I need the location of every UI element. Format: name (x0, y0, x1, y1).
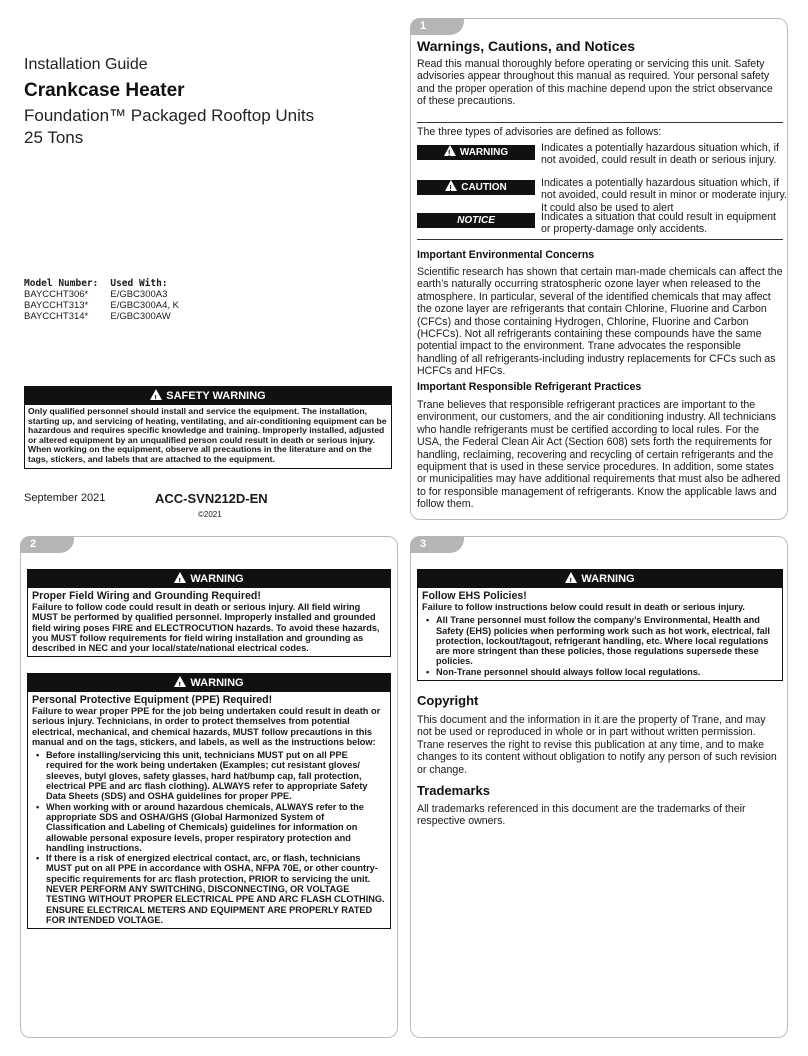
divider (417, 239, 783, 240)
warning-label: !WARNING (417, 145, 535, 160)
page-tab-2: 2 (20, 536, 74, 553)
refrigerant-text: Trane believes that responsible refrigerant practices are important to the environment, our customers, and the air conditioning industry. All technicians who handle refrigerants must be certified according to local rules. For the USA, the Federal Clean Air Act (Section 608) sets forth the requirements for handling, reclaiming, recovering and recycling of certain refrigerants and the equipment that is used in these service procedures. In addition, some states or municipalities may have additional requirements that must also be adhered to for responsible management of refrigerants. Know the applicable laws and follow them. (417, 399, 781, 511)
list-item: • Before installing/servicing this unit, technicians MUST put on all PPE required for the work being undertaken (Examples; cut resistant gloves/ sleeves, butyl gloves, safety glasses, hard hat/bump cap, fall protection, electrical PPE and arc flash clothing). ALWAYS refer to appropriate Safety Data Sheets (SDS) and OSHA guidelines for proper PPE. (46, 750, 386, 801)
ppe-warning-header: !WARNING (28, 674, 390, 692)
warning-triangle-icon (174, 676, 186, 687)
env-heading: Important Environmental Concerns (417, 249, 595, 261)
warning-triangle-icon (565, 572, 577, 583)
used-with-cell: E/GBC300AW (110, 311, 171, 322)
ehs-warning-header: !WARNING (418, 570, 782, 588)
ppe-warning-title: Personal Protective Equipment (PPE) Required! (32, 694, 273, 706)
list-item: • All Trane personnel must follow the company’s Environmental, Health and Safety (EHS) policies when performing work such as hot work, electrical, fall protection, lockout/tagout, refrigerant handling, etc. Where local regulations are more stringent than these policies, those regulations supersede these policies. (436, 615, 778, 666)
used-with-cell: E/GBC300A4, K (110, 300, 180, 311)
caution-label: !CAUTION (417, 180, 535, 195)
publication-date: September 2021 (24, 492, 106, 504)
advisory-intro: The three types of advisories are defined as follows: (417, 126, 662, 138)
wiring-warning-text: Failure to follow code could result in death or serious injury. All field wiring MUST be performed by qualified personnel. Improperly installed and grounded field wiring poses FIRE and ELECTROCUTION hazards. To avoid these hazards, you MUST follow requirements for field wiring installation and grounding as described in NEC and your local/state/national electrical codes. (32, 602, 380, 654)
doc-subtitle-2: 25 Tons (24, 128, 84, 147)
env-text: Scientific research has shown that certain man-made chemicals can affect the earth’s naturally occurring stratospheric ozone layer when released to the atmosphere. In particular, several of the identified chemicals that may affect the ozone layer are refrigerants that contain Chlorine, Fluorine and Carbon (CFCs) and those containing Hydrogen, Chlorine, Fluorine and Carbon (HCFCs). Not all refrigerants containing these compounds have the same potential impact to the environment. Trane advocates the responsible handling of all refrigerants-including industry replacements for CFCs such as HCFCs and HFCs. (417, 266, 783, 378)
copyright-year: ©2021 (198, 510, 222, 519)
copyright-heading: Copyright (417, 693, 479, 708)
used-with-cell: E/GBC300A3 (110, 289, 168, 300)
page-3-panel (410, 536, 788, 1038)
cover-block (24, 56, 384, 149)
copyright-text: This document and the information in it are the property of Trane, and may not be used or reproduced in whole or in part without written permission. Trane reserves the right to revise this publication at any time, and to make changes to its content without obligation to notify any person of such revision or change. (417, 714, 777, 776)
model-cell: BAYCCHT313* (24, 300, 89, 311)
page-1-intro: Read this manual thoroughly before operating or servicing this unit. Safety advisories appear throughout this manual as required. Your personal safety and the proper operation of this machine depend upon the strict observance of these precautions. (417, 58, 773, 108)
safety-warning-heading: SAFETY WARNING (166, 390, 266, 402)
page-tab-1: 1 (410, 18, 464, 35)
warning-triangle-icon (444, 145, 456, 156)
notice-definition: Indicates a situation that could result in equipment or property-damage only accidents. (541, 211, 776, 236)
warning-triangle-icon (150, 389, 162, 400)
ehs-warning-list (418, 615, 782, 680)
caution-definition: Indicates a potentially hazardous situation which, if not avoided, could result in minor or moderate injury. It could also be used to alert (541, 177, 787, 214)
model-table (24, 278, 191, 322)
wiring-warning-title: Proper Field Wiring and Grounding Required! (32, 590, 261, 602)
doc-type: Installation Guide (24, 56, 148, 73)
warning-definition: Indicates a potentially hazardous situation which, if not avoided, could result in death or serious injury. (541, 142, 779, 167)
safety-warning-box (24, 386, 392, 469)
used-with-header: Used With: (110, 278, 168, 289)
doc-title: Crankcase Heater (24, 80, 185, 101)
ppe-warning-box (27, 673, 391, 929)
ehs-warning-text: Failure to follow instructions below could result in death or serious injury. (422, 602, 745, 612)
table-row (24, 311, 191, 322)
wiring-warning-header: !WARNING (28, 570, 390, 588)
notice-label: NOTICE (417, 213, 535, 228)
table-row (24, 300, 191, 311)
wiring-warning-box (27, 569, 391, 657)
model-header: Model Number: (24, 278, 99, 289)
divider (417, 122, 783, 123)
page-1-panel (410, 18, 788, 520)
page-tab-3: 3 (410, 536, 464, 553)
safety-warning-text: Only qualified personnel should install and service the equipment. The installation, starting up, and servicing of heating, ventilating, and air-conditioning equipment can be hazardous and requires specific knowledge and training. Improperly installed, adjusted or altered equipment by an unqualified person could result in death or serious injury. When working on the equipment, observe all precautions in the literature and on the tags, stickers, and labels that are attached to the equipment. (28, 406, 387, 464)
ppe-warning-list (28, 750, 390, 928)
page-2-panel (20, 536, 398, 1038)
publication-number: ACC-SVN212D-EN (155, 491, 268, 506)
list-item: • When working with or around hazardous chemicals, ALWAYS refer to the appropriate SDS and OSHA/GHS (Global Harmonized System of Classification and Labeling of Chemicals) guidelines for information on allowable personal exposure levels, proper respiratory protection and handling instructions. (46, 802, 386, 853)
model-cell: BAYCCHT314* (24, 311, 89, 322)
model-cell: BAYCCHT306* (24, 289, 89, 300)
trademarks-text: All trademarks referenced in this document are the trademarks of their respective owners. (417, 803, 746, 828)
safety-warning-header (25, 387, 391, 405)
ehs-warning-title: Follow EHS Policies! (422, 590, 527, 602)
refrigerant-heading: Important Responsible Refrigerant Practices (417, 381, 642, 393)
caution-triangle-icon (445, 180, 457, 191)
list-item: • If there is a risk of energized electrical contact, arc, or flash, technicians MUST put on all PPE in accordance with OSHA, NFPA 70E, or other country-specific requirements for arc flash protection, PRIOR to servicing the unit. NEVER PERFORM ANY SWITCHING, DISCONNECTING, OR VOLTAGE TESTING WITHOUT PROPER ELECTRICAL PPE AND ARC FLASH CLOTHING. ENSURE ELECTRICAL METERS AND EQUIPMENT ARE PROPERLY RATED FOR INTENDED VOLTAGE. (46, 853, 386, 925)
doc-subtitle-1: Foundation™ Packaged Rooftop Units (24, 106, 315, 125)
page-1-title: Warnings, Cautions, and Notices (417, 38, 636, 54)
table-row (24, 289, 191, 300)
trademarks-heading: Trademarks (417, 783, 490, 798)
ppe-warning-text: Failure to wear proper PPE for the job being undertaken could result in death or serious injury. Technicians, in order to protect themselves from potential electrical, mechanical, and chemical hazards, MUST follow precautions in this manual and on the tags, stickers, and labels, as well as the instructions below: (32, 706, 381, 747)
ehs-warning-box (417, 569, 783, 681)
warning-triangle-icon (174, 572, 186, 583)
list-item: • Non-Trane personnel should always follow local regulations. (436, 667, 778, 677)
